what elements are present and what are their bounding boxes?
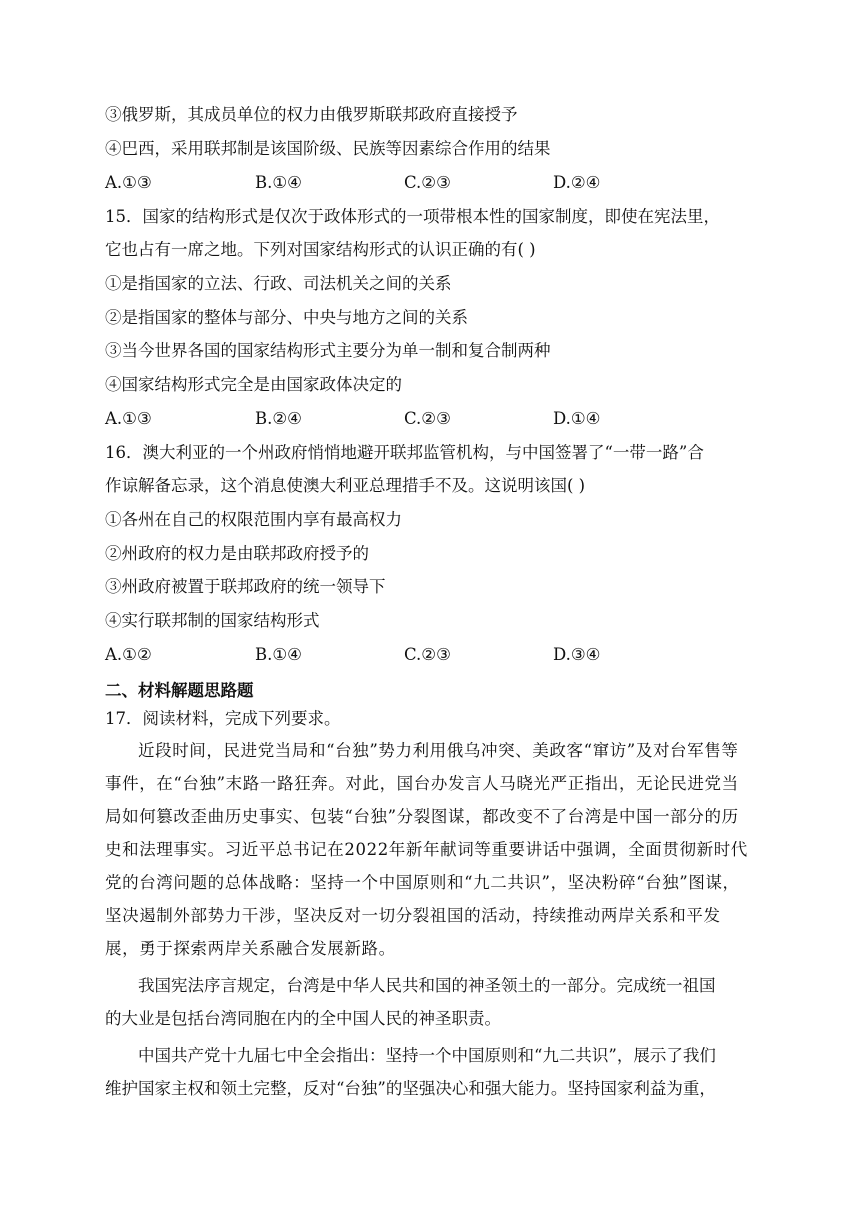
q14-options [105,172,755,194]
q15-item-3: ③当今世界各国的国家结构形式主要分为单一制和复合制两种 [105,341,551,360]
q16-option-d: D.③④ [553,645,601,664]
q14-option-c: C.②③ [404,173,451,192]
q16-stem-line-1: 16．澳大利亚的一个州政府悄悄地避开联邦监管机构，与中国签署了“一带一路”合 [105,443,704,462]
material-para-1-line-3: 局如何篡改歪曲历史事实、包装“台独”分裂图谋，都改变不了台湾是中国一部分的历 [105,807,739,826]
material-para-2-line-1: 我国宪法序言规定，台湾是中华人民共和国的神圣领土的一部分。完成统一祖国 [138,976,716,995]
q14-option-d: D.②④ [553,173,601,192]
q16-option-a: A.①② [105,645,152,664]
q15-item-4: ④国家结构形式完全是由国家政体决定的 [105,375,402,394]
q15-item-2: ②是指国家的整体与部分、中央与地方之间的关系 [105,308,468,327]
q16-option-b: B.①④ [255,645,302,664]
material-para-1-line-2: 事件，在“台独”末路一路狂奔。对此，国台办发言人马晓光严正指出，无论民进党当 [105,774,739,793]
q15-option-b: B.②④ [255,409,302,428]
q15-options [105,408,755,430]
material-para-2-line-2: 的大业是包括台湾同胞在内的全中国人民的神圣职责。 [105,1009,501,1028]
q15-option-c: C.②③ [404,409,451,428]
q14-option-a: A.①③ [105,173,152,192]
q15-stem-line-1: 15．国家的结构形式是仅次于政体形式的一项带根本性的国家制度，即使在宪法里， [105,207,720,226]
q14-item-3: ③俄罗斯，其成员单位的权力由俄罗斯联邦政府直接授予 [105,105,518,124]
material-para-1-line-5: 党的台湾问题的总体战略：坚持一个中国原则和“九二共识”，坚决粉碎“台独”图谋， [105,873,740,892]
q16-item-1: ①各州在自己的权限范围内享有最高权力 [105,510,402,529]
section-heading: 二、材料解题思路题 [105,681,254,700]
q14-item-4: ④巴西，采用联邦制是该国阶级、民族等因素综合作用的结果 [105,139,551,158]
q15-item-1: ①是指国家的立法、行政、司法机关之间的关系 [105,274,452,293]
material-para-1-line-6: 坚决遏制外部势力干涉，坚决反对一切分裂祖国的活动，持续推动两岸关系和平发 [105,906,721,925]
q17-stem: 17．阅读材料，完成下列要求。 [105,709,341,728]
q16-item-2: ②州政府的权力是由联邦政府授予的 [105,544,369,563]
q16-item-4: ④实行联邦制的国家结构形式 [105,611,320,630]
material-para-1-line-7: 展，勇于探索两岸关系融合发展新路。 [105,939,396,958]
q15-option-d: D.①④ [553,409,601,428]
q15-option-a: A.①③ [105,409,152,428]
material-para-3-line-1: 中国共产党十九届七中全会指出：坚持一个中国原则和“九二共识”，展示了我们 [138,1046,716,1065]
q15-stem-line-2: 它也占有一席之地。下列对国家结构形式的认识正确的有( ) [105,240,536,259]
material-para-1-line-1: 近段时间，民进党当局和“台独”势力利用俄乌冲突、美政客“窜访”及对台军售等 [138,741,739,760]
q16-options [105,644,755,666]
material-para-3-line-2: 维护国家主权和领土完整，反对“台独”的坚强决心和强大能力。坚持国家利益为重， [105,1079,716,1098]
q16-option-c: C.②③ [404,645,451,664]
q14-option-b: B.①④ [255,173,302,192]
q16-stem-line-2: 作谅解备忘录，这个消息使澳大利亚总理措手不及。这说明该国( ) [105,476,586,495]
material-para-1-line-4: 史和法理事实。习近平总书记在2022年新年献词等重要讲话中强调，全面贯彻新时代 [105,840,748,859]
q16-item-3: ③州政府被置于联邦政府的统一领导下 [105,577,386,596]
